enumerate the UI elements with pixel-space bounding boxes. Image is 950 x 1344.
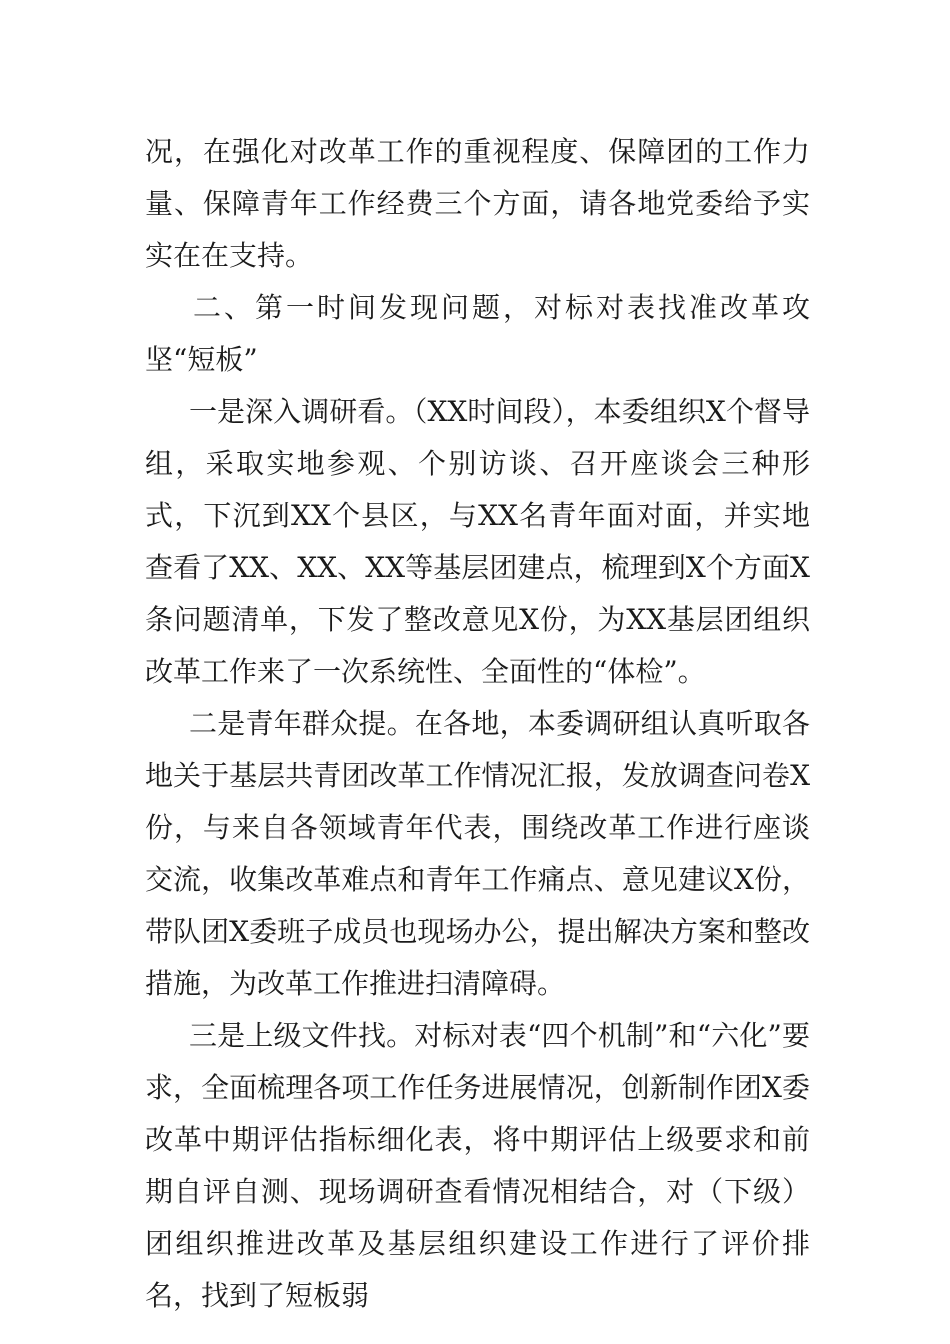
paragraph-youth-input: 二是青年群众提。在各地，本委调研组认真听取各地关于基层共青团改革工作情况汇报，发放调查问卷X份，与来自各领域青年代表，围绕改革工作进行座谈交流，收集改革难点和青年工作痛点、意见建议X份，带队团X委班子成员也现场办公，提出解决方案和整改措施，为改革工作推进扫清障碍。 (145, 707, 810, 1000)
paragraph-documents: 三是上级文件找。对标对表“四个机制”和“六化”要求，全面梳理各项工作任务进展情况，创新制作团X委改革中期评估指标细化表，将中期评估上级要求和前期自评自测、现场调研查看情况相结合，对（下级）团组织推进改革及基层组织建设工作进行了评价排名，找到了短板弱 (145, 1019, 810, 1312)
section-heading: 二、第一时间发现问题，对标对表找准改革攻坚“短板” (145, 291, 810, 376)
paragraph-research: 一是深入调研看。（XX时间段），本委组织X个督导组，采取实地参观、个别访谈、召开座谈会三种形式，下沉到XX个县区，与XX名青年面对面，并实地查看了XX、XX、XX等基层团建点，梳理到X个方面X条问题清单，下发了整改意见X份，为XX基层团组织改革工作来了一次系统性、全面性的“体检”。 (145, 395, 810, 688)
document-body (145, 126, 810, 1322)
paragraph-continuation: 况，在强化对改革工作的重视程度、保障团的工作力量、保障青年工作经费三个方面，请各地党委给予实实在在支持。 (145, 135, 810, 272)
